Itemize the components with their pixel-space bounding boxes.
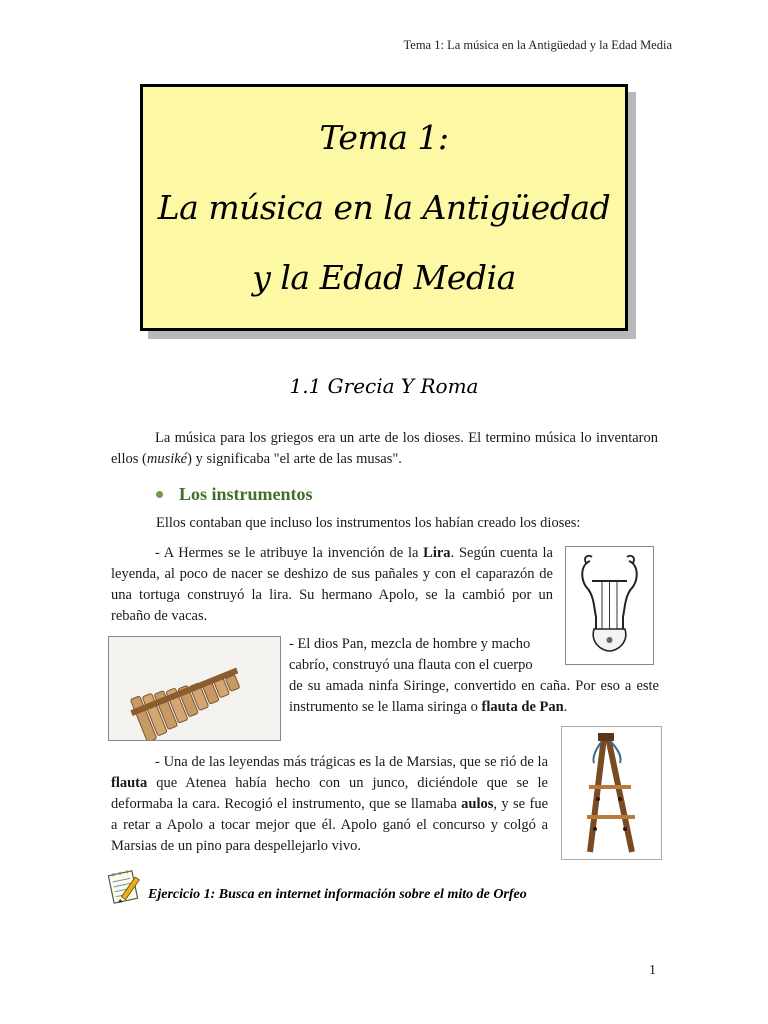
running-header: Tema 1: La música en la Antigüedad y la Edad Media (403, 38, 672, 52)
intro-paragraph (111, 428, 658, 470)
lyre-text-b: . Según cuenta la leyenda, al poco de nacer se deshizo de sus pañales y con el caparazón de una tortuga construyó la lira. Su hermano Apolo, se la cambió por un rebaño de vacas. (111, 545, 553, 624)
aulos-image (561, 726, 662, 860)
pan-flute-icon (109, 637, 280, 740)
aulos-text-b: que Atenea había hecho con un junco, diciéndole que se le deformaba la cara. Recogió el instrumento, que se llamaba (111, 775, 548, 812)
pan-bold: flauta de Pan (481, 699, 564, 715)
aulos-bold-1: flauta (111, 775, 148, 791)
lyre-paragraph (111, 543, 553, 627)
aulos-text-a: - Una de las leyendas más trágicas es la de Marsias, que se rió de la (155, 754, 548, 770)
instruments-lead: Ellos contaban que incluso los instrumentos los habían creado los dioses: (156, 515, 581, 531)
lyre-text-a: - A Hermes se le atribuye la invención de la (155, 545, 424, 561)
lyre-bold: Lira (423, 545, 451, 561)
page-number: 1 (649, 963, 656, 978)
exercise-text: Ejercicio 1: Busca en internet información sobre el mito de Orfeo (148, 887, 527, 902)
pan-text-a: de su amada ninfa Siringe, convertido en caña. Por eso a este instrumento se le llama siringa o (289, 678, 659, 715)
title-line-3: y la Edad Media (252, 257, 516, 297)
lyre-icon (566, 547, 653, 664)
aulos-paragraph (111, 752, 548, 857)
notepad-pencil-icon (106, 866, 146, 906)
intro-text-a: La música para los griegos era un arte de los dioses. El termino música lo inventaron ellos ( (111, 430, 658, 467)
pan-paragraph-part2 (289, 676, 659, 718)
pan-flute-image (108, 636, 281, 741)
bullet-dot-icon (156, 491, 163, 498)
title-line-1: Tema 1: (319, 117, 449, 157)
pan-text-b: . (563, 699, 568, 715)
aulos-text-c: , y se fue a retar a Apolo a tocar mejor que él. Apolo ganó el concurso y colgó a Marsias de un pino para despellejarlo vivo. (111, 796, 549, 854)
intro-text-b: ) y significaba "el arte de las musas". (187, 451, 402, 467)
instruments-heading: Los instrumentos (179, 484, 313, 504)
lyre-image (565, 546, 654, 665)
aulos-bold-2: aulos (461, 796, 494, 812)
section-title: 1.1 Grecia Y Roma (289, 374, 479, 398)
title-box (140, 84, 628, 331)
title-line-2: La música en la Antigüedad (157, 187, 611, 227)
pan-paragraph-part1: - El dios Pan, mezcla de hombre y macho cabrío, construyó una flauta con el cuerpo (289, 636, 533, 673)
aulos-icon (562, 727, 661, 859)
intro-italic: musiké (146, 451, 188, 467)
instruments-bullet (156, 484, 313, 505)
